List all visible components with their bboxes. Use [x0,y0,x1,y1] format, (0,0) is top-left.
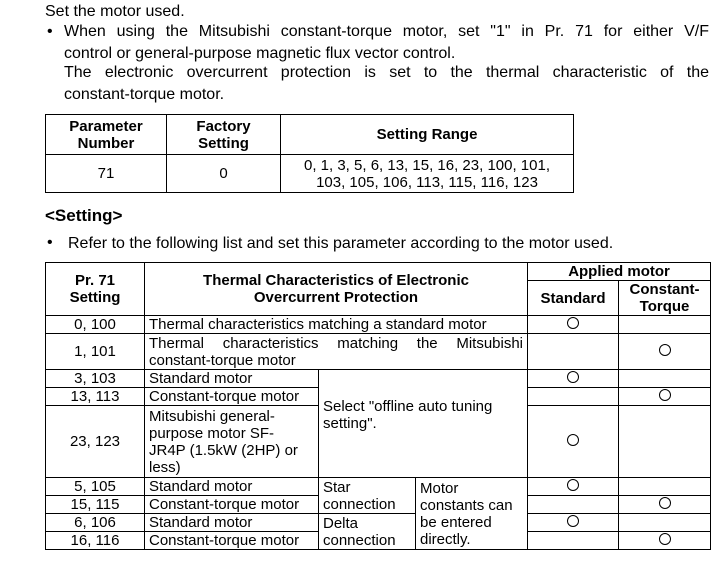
bullet-icon: • [47,234,53,251]
ct-mark [619,388,711,406]
standard-mark [528,388,619,406]
circle-mark-icon [567,371,579,383]
ct-mark [619,532,711,550]
ct-mark [619,316,711,334]
note-line: Motor [420,479,459,497]
param-number: 71 [46,155,167,193]
standard-mark [528,334,619,370]
description-line: Mitsubishi general- [149,407,275,425]
connection-line: Delta [323,514,359,532]
header-factory-setting: Factory Setting [167,115,281,155]
header-applied-motor: Applied motor [528,263,711,281]
settings-table [45,262,711,550]
circle-mark-icon [567,434,579,446]
header-pr71-setting [46,263,145,316]
row-description: Standard motor [145,514,319,532]
motor-constants-note [416,478,528,550]
header-standard: Standard [528,281,619,316]
intro-bullet-text: The electronic overcurrent protection is set to the thermal characteristic of the [64,64,709,81]
connection-line: Star [323,478,351,496]
intro-bullet-text: When using the Mitsubishi constant-torque motor, set "1" in Pr. 71 for either V/F [64,23,709,40]
description-line: JR4P (1.5kW (2HP) or [149,441,298,459]
row-setting: 1, 101 [46,334,145,370]
row-description [145,334,528,370]
connection-line: connection [323,495,396,513]
header-line: Overcurrent Protection [253,289,419,306]
ct-mark [619,406,711,478]
row-setting: 0, 100 [46,316,145,334]
row-description: Standard motor [145,478,319,496]
note-line: Select "offline auto tuning [323,398,493,415]
circle-mark-icon [659,497,671,509]
standard-mark [528,370,619,388]
ct-mark [619,478,711,496]
setting-range-line: 0, 1, 3, 5, 6, 13, 15, 16, 23, 100, 101, [303,156,551,174]
factory-setting: 0 [167,155,281,193]
row-setting: 6, 106 [46,514,145,532]
description-line: constant-torque motor [149,351,296,369]
description-line: Thermal characteristics matching the Mitsubishi [149,334,524,352]
circle-mark-icon [659,533,671,545]
standard-mark [528,496,619,514]
circle-mark-icon [567,317,579,329]
ct-mark [619,334,711,370]
row-setting: 16, 116 [46,532,145,550]
header-line: Torque [639,298,690,315]
setting-range [281,155,574,193]
row-description: Standard motor [145,370,319,388]
header-line: Setting [69,289,121,306]
header-thermal-characteristics [145,263,528,316]
row-setting: 13, 113 [46,388,145,406]
ct-mark [619,370,711,388]
header-constant-torque [619,281,711,316]
parameter-table [45,114,574,193]
note-line: setting". [323,415,377,432]
row-description: Thermal characteristics matching a standard motor [145,316,528,334]
row-setting: 5, 105 [46,478,145,496]
row-description: Constant-torque motor [145,388,319,406]
note-line: constants can [420,496,513,514]
row-description: Constant-torque motor [145,496,319,514]
bullet-icon: • [47,23,53,40]
intro-line: Set the motor used. [45,3,185,20]
intro-bullet-text: control or general-purpose magnetic flux vector control. [64,45,456,62]
ct-mark [619,514,711,532]
note-line: directly. [420,530,471,548]
star-connection [319,478,416,514]
standard-mark [528,532,619,550]
row-setting: 15, 115 [46,496,145,514]
row-setting: 3, 103 [46,370,145,388]
delta-connection [319,514,416,550]
description-line: less) [149,458,181,476]
connection-line: connection [323,531,396,549]
header-line: Constant- [629,281,700,298]
row-description [145,406,319,478]
intro-bullet-text: constant-torque motor. [64,86,225,103]
ct-mark [619,496,711,514]
circle-mark-icon [659,344,671,356]
standard-mark [528,316,619,334]
description-line: purpose motor SF- [149,424,275,442]
setting-title: <Setting> [45,206,123,225]
circle-mark-icon [659,389,671,401]
row-description: Constant-torque motor [145,532,319,550]
setting-range-line: 103, 105, 106, 113, 115, 116, 123 [316,173,538,191]
header-parameter-number: Parameter Number [46,115,167,155]
header-line: Thermal Characteristics of Electronic [203,272,469,289]
header-setting-range: Setting Range [281,115,574,155]
standard-mark [528,478,619,496]
standard-mark [528,406,619,478]
row-setting: 23, 123 [46,406,145,478]
header-line: Pr. 71 [74,272,116,289]
standard-mark [528,514,619,532]
note-line: be entered [420,513,492,531]
circle-mark-icon [567,515,579,527]
offline-tuning-note [319,370,528,478]
circle-mark-icon [567,479,579,491]
setting-bullet-text: Refer to the following list and set this parameter according to the motor used. [68,235,614,252]
